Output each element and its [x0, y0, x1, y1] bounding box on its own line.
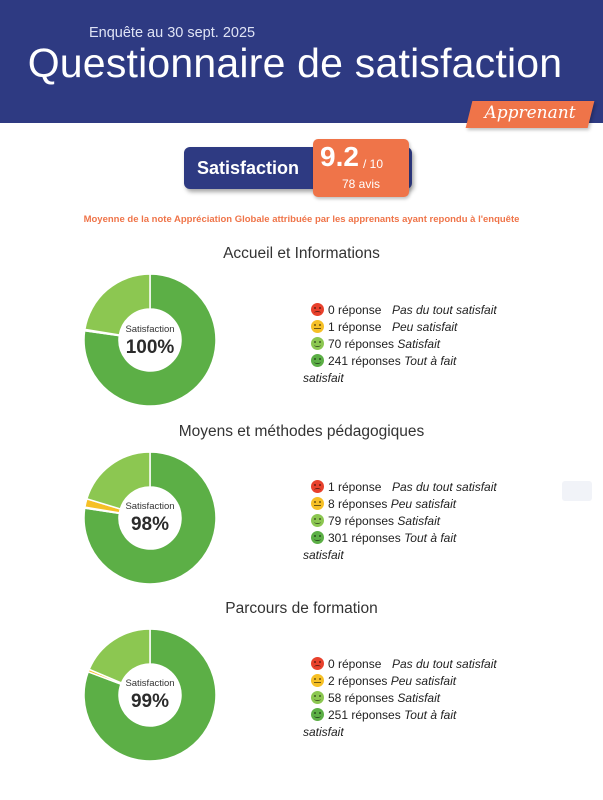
- legend-item: [303, 673, 533, 690]
- donut-center-value: 98%: [130, 514, 170, 535]
- legend-count: 251 réponses: [328, 708, 401, 722]
- chart-legend-moyens: [303, 479, 533, 564]
- legend-label: Pas du tout satisfait: [392, 480, 497, 494]
- legend-label: Tout à fait: [404, 531, 457, 545]
- satisfied-face-icon: [311, 514, 324, 527]
- legend-count: 0 réponse: [328, 303, 382, 317]
- chart-legend-accueil: [303, 302, 533, 387]
- legend-item: [303, 513, 533, 530]
- donut-center-label: Satisfaction: [125, 324, 175, 335]
- legend-item: [303, 496, 533, 513]
- legend-count: 1 réponse: [328, 320, 382, 334]
- very-satisfied-face-icon: [311, 531, 324, 544]
- legend-label: Satisfait: [397, 337, 441, 351]
- legend-count: 0 réponse: [328, 657, 382, 671]
- faded-overlay-widget: [562, 481, 592, 501]
- legend-item: [303, 319, 533, 336]
- legend-label-continuation: satisfait: [303, 371, 344, 385]
- legend-label: Satisfait: [397, 691, 441, 705]
- legend-count: 2 réponses: [328, 674, 388, 688]
- legend-label: Peu satisfait: [390, 497, 457, 511]
- legend-count: 79 réponses: [328, 514, 395, 528]
- unsatisfied-face-icon: [311, 674, 324, 687]
- donut-center-label: Satisfaction: [125, 678, 175, 689]
- very-unsatisfied-face-icon: [311, 480, 324, 493]
- legend-label: Pas du tout satisfait: [392, 657, 497, 671]
- legend-item: [303, 690, 533, 707]
- legend-label: Satisfait: [397, 514, 441, 528]
- legend-count: 8 réponses: [328, 497, 388, 511]
- unsatisfied-face-icon: [311, 497, 324, 510]
- legend-count: 70 réponses: [328, 337, 395, 351]
- response-count: 78 avis: [341, 177, 381, 191]
- chart-title-parcours: Parcours de formation: [225, 600, 378, 617]
- legend-count: 58 réponses: [328, 691, 395, 705]
- satisfied-face-icon: [311, 691, 324, 704]
- unsatisfied-face-icon: [311, 320, 324, 333]
- very-unsatisfied-face-icon: [311, 303, 324, 316]
- survey-date: Enquête au 30 sept. 2025: [89, 25, 256, 41]
- donut-center-value: 100%: [125, 337, 175, 358]
- legend-label: Tout à fait: [404, 354, 457, 368]
- score-description: Moyenne de la note Appréciation Globale attribuée par les apprenants ayant repondu à l'enquête: [83, 214, 520, 225]
- chart-title-moyens: Moyens et méthodes pédagogiques: [178, 423, 425, 440]
- legend-item: [303, 302, 533, 319]
- legend-item: [303, 707, 533, 741]
- chart-title-accueil: Accueil et Informations: [223, 245, 380, 262]
- legend-count: 301 réponses: [328, 531, 401, 545]
- chart-legend-parcours: [303, 656, 533, 741]
- legend-label: Pas du tout satisfait: [392, 303, 497, 317]
- legend-label-continuation: satisfait: [303, 725, 344, 739]
- page-title: Questionnaire de satisfaction: [27, 40, 563, 86]
- legend-item: [303, 479, 533, 496]
- donut-center-value: 99%: [130, 691, 170, 712]
- legend-label-continuation: satisfait: [303, 548, 344, 562]
- score-value: 9.2: [320, 141, 359, 172]
- satisfied-face-icon: [311, 337, 324, 350]
- score-max: / 10: [363, 157, 384, 171]
- very-satisfied-face-icon: [311, 354, 324, 367]
- satisfaction-label: Satisfaction: [197, 158, 300, 178]
- audience-tag: Apprenant: [484, 103, 576, 123]
- very-unsatisfied-face-icon: [311, 657, 324, 670]
- very-satisfied-face-icon: [311, 708, 324, 721]
- legend-item: [303, 656, 533, 673]
- legend-label: Peu satisfait: [392, 320, 458, 334]
- legend-count: 241 réponses: [328, 354, 401, 368]
- legend-label: Peu satisfait: [390, 674, 457, 688]
- legend-label: Tout à fait: [404, 708, 457, 722]
- legend-item: [303, 336, 533, 353]
- legend-count: 1 réponse: [328, 480, 382, 494]
- legend-item: [303, 530, 533, 564]
- legend-item: [303, 353, 533, 387]
- donut-center-label: Satisfaction: [125, 501, 175, 512]
